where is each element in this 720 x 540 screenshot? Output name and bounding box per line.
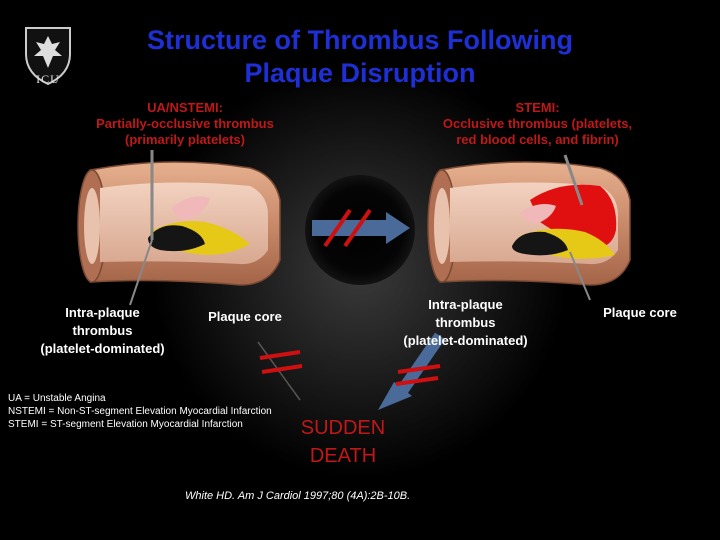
sudden-death-line-2: DEATH [309, 445, 377, 467]
right-thrombus-label-line-3: (platelet-dominated) [403, 333, 528, 348]
abbreviation-stemi: STEMI = ST-segment Elevation Myocardial Infarction [8, 419, 243, 430]
title-line-1: Structure of Thrombus Following [147, 25, 573, 55]
left-thrombus-label-line-3: (platelet-dominated) [40, 341, 165, 356]
right-thrombus-label-line-1: Intra-plaque [428, 297, 503, 312]
left-vessel [78, 150, 280, 305]
right-thrombus-label-line-2: thrombus [435, 315, 496, 330]
abbreviation-ua: UA = Unstable Angina [8, 393, 106, 404]
sudden-death-line-1: SUDDEN [300, 417, 386, 439]
left-thrombus-label-line-1: Intra-plaque [65, 305, 140, 320]
right-thrombus-label [393, 296, 538, 350]
abbreviation-nstemi: NSTEMI = Non-ST-segment Elevation Myocardial Infarction [8, 406, 272, 417]
left-heading-line-3: (primarily platelets) [125, 132, 245, 147]
right-heading-line-2: Occlusive thrombus (platelets, [442, 116, 633, 131]
left-heading-line-1: UA/NSTEMI: [147, 100, 223, 115]
progression-arrow [312, 210, 410, 246]
left-thrombus-label-line-2: thrombus [72, 323, 133, 338]
right-plaque-core-label: Plaque core [603, 305, 677, 320]
left-plaque-core-label: Plaque core [208, 309, 282, 324]
left-heading-line-2: Partially-occlusive thrombus [96, 116, 274, 131]
abbreviation-list [8, 392, 272, 431]
right-heading-line-1: STEMI: [515, 100, 560, 115]
sudden-death-text [298, 414, 388, 470]
citation: White HD. Am J Cardiol 1997;80 (4A):2B-10B. [185, 490, 411, 502]
right-vessel [428, 155, 630, 300]
left-thrombus-label [30, 304, 175, 358]
title-line-2: Plaque Disruption [244, 58, 476, 88]
right-heading-line-3: red blood cells, and fibrin) [456, 132, 619, 147]
logo-text: ICU [36, 72, 60, 86]
